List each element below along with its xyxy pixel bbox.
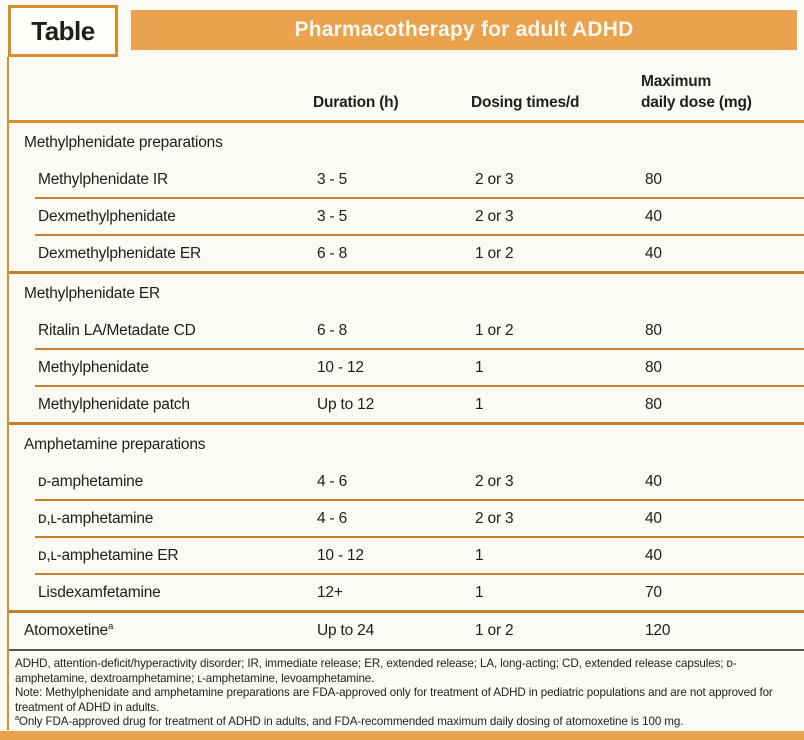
table-label: Table [31,15,95,46]
table-row-atomoxetine: Atomoxetine$^a$ Up to 24 1 or 2 120 [9,613,804,649]
section-header-amphetamine-preparations: Amphetamine preparations [24,435,206,453]
table-title: Pharmacotherapy for adult ADHD [294,18,634,41]
section-header-methylphenidate-er: Methylphenidate ER [24,284,160,302]
table-row: Dexmethylphenidate 3 - 5 2 or 3 40 [38,207,662,225]
table-row: Lisdexamfetamine 12+ 1 70 [38,583,662,601]
section-header-methylphenidate-preparations: Methylphenidate preparations [24,133,223,151]
table-row: Ritalin LA/Metadate CD 6 - 8 1 or 2 80 [38,321,662,339]
column-header-max-dose: Maximum daily dose (mg) [641,73,752,111]
footnote-marker: a [107,620,114,632]
bottom-border-strip [0,731,804,740]
table-title-banner [131,10,797,50]
table-row: ᴅ-amphetamine 4 - 6 2 or 3 40 [38,472,662,490]
table-row: Methylphenidate patch Up to 12 1 80 [38,395,662,413]
table-row: ᴅ,ʟ-amphetamine ER 10 - 12 1 40 [38,546,662,564]
table-body [7,57,804,730]
footnote-a: $^a$Only FDA-approved drug for treatment of ADHD in adults, and FDA-recommended maximum daily dosing of atomoxetine is 100 mg. [15,713,684,729]
column-header-dosing: Dosing times/d [471,94,580,111]
table-row: Methylphenidate 10 - 12 1 80 [38,358,662,376]
footnote-abbreviations: ADHD, attention-deficit/hyperactivity disorder; IR, immediate release; ER, extended release; LA, long-acting; CD, extended release capsules; ᴅ-amphetamine, dextroamphetamine; ʟ-amphetamine, levoamphetamine. [15,657,737,685]
drug-name-with-footnote: Atomoxetine$^a$ [24,620,114,639]
table-label-box [8,5,118,57]
table-row: Methylphenidate IR 3 - 5 2 or 3 80 [38,170,662,188]
column-header-duration: Duration (h) [313,94,399,111]
table-row: Dexmethylphenidate ER 6 - 8 1 or 2 40 [38,244,662,262]
footnotes [9,651,804,730]
table-row: ᴅ,ʟ-amphetamine 4 - 6 2 or 3 40 [38,509,662,527]
footnote-a-marker: a [15,713,19,723]
footnote-note: Note: Methylphenidate and amphetamine preparations are FDA-approved only for treatment of ADHD in pediatric populations and are not approved for treatment of ADHD in adults. [15,686,773,714]
column-headers [9,57,804,120]
table-header [0,0,804,57]
